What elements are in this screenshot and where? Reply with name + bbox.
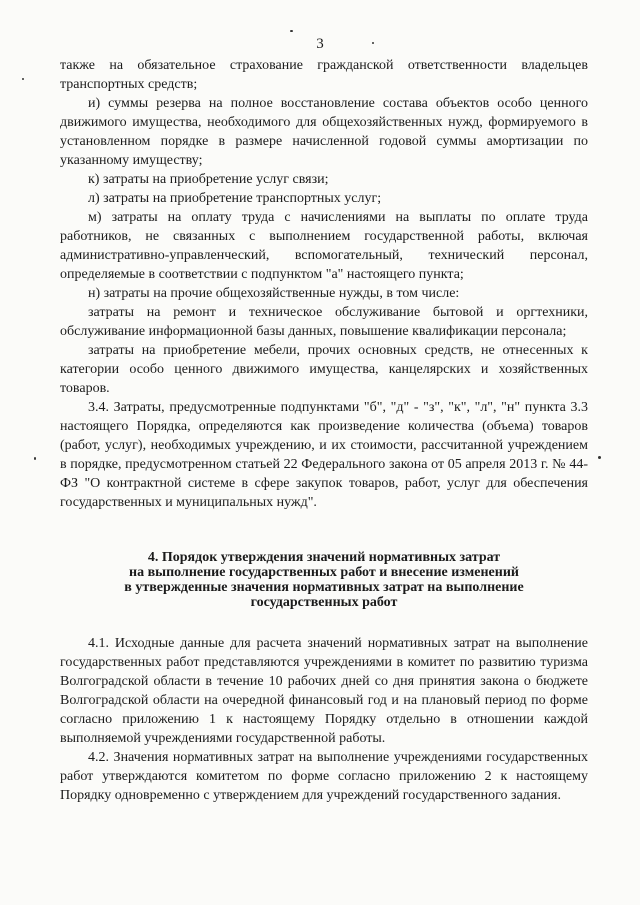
scan-speck [290,30,293,32]
paragraph: также на обязательное страхование гражданской ответственности владельцев транспортных средств; [60,58,588,92]
paragraph: затраты на ремонт и техническое обслуживание бытовой и оргтехники, обслуживание информационной базы данных, повышение квалификации персонала; [60,305,588,339]
section-heading-line: в утвержденные значения нормативных затрат на выполнение [124,580,524,595]
scan-speck [598,456,601,459]
paragraph: 3.4. Затраты, предусмотренные подпунктами "б", "д" - "з", "к", "л", "н" пункта 3.3 настоящего Порядка, определяются как произведение количества (объема) товаров (работ, услуг), необходимых учреждению, и их стоимости, рассчитанной учреждением в порядке, предусмотренном статьей 22 Федерального закона от 05 апреля 2013 г. № 44-ФЗ "О контрактной системе в сфере закупок товаров, работ, услуг для обеспечения государственных и муниципальных нужд". [60,400,588,510]
paragraph: л) затраты на приобретение транспортных услуг; [88,191,382,206]
scan-speck [22,78,24,80]
section-heading-line: государственных работ [250,595,398,610]
paragraph: 4.2. Значения нормативных затрат на выполнение учреждениями государственных работ утверждаются комитетом по форме согласно приложению 2 к настоящему Порядку одновременно с утверждением для учреждений государственного задания. [60,750,588,803]
paragraph: м) затраты на оплату труда с начислениями на выплаты по оплате труда работников, не связанных с выполнением государственной работы, включая административно-управленческий, вспомогательный, технический персонал, определяемые в соответствии с подпунктом "а" настоящего пункта; [60,210,588,282]
section-heading-line: на выполнение государственных работ и внесение изменений [129,565,519,580]
paragraph: затраты на приобретение мебели, прочих основных средств, не отнесенных к категории особо ценного движимого имущества, канцелярских и хозяйственных товаров. [60,343,588,396]
page-number: 3 [316,36,324,52]
scan-speck [372,42,374,44]
scan-speck [34,457,36,460]
section-heading-line: 4. Порядок утверждения значений нормативных затрат [147,550,501,565]
section-heading [60,550,588,610]
paragraph: н) затраты на прочие общехозяйственные нужды, в том числе: [88,286,460,301]
paragraph: и) суммы резерва на полное восстановление состава объектов особо ценного движимого имущества, необходимого для общехозяйственных нужд, формируемого в установленном порядке в размере начисленной годовой суммы амортизации по указанному имуществу; [60,96,588,168]
document-body [60,56,588,805]
paragraph: к) затраты на приобретение услуг связи; [88,172,329,187]
paragraph: 4.1. Исходные данные для расчета значений нормативных затрат на выполнение государственных работ представляются учреждениями в комитет по развитию туризма Волгоградской области в течение 10 рабочих дней со дня принятия закона о бюджете Волгоградской области на очередной финансовый год и на плановый период по форме согласно приложению 1 к настоящему Порядку отдельно в отношении каждой выполняемой учреждениями государственной работы. [60,636,588,746]
